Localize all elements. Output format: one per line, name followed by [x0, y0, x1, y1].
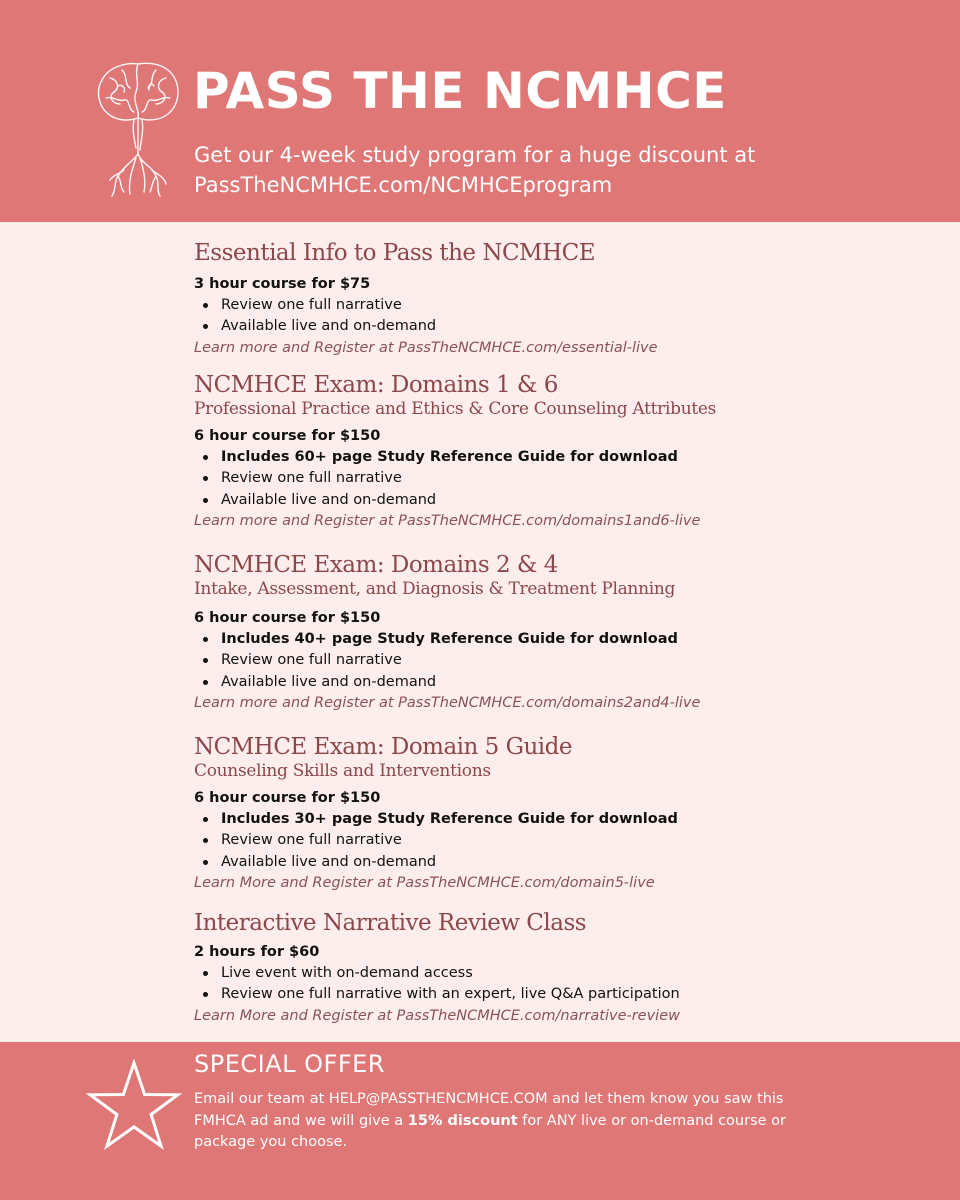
course-price: 3 hour course for $75 — [194, 276, 371, 292]
course-title: NCMHCE Exam: Domains 2 & 4 — [194, 552, 558, 578]
list-item: Available live and on-demand — [194, 316, 914, 337]
course-price: 6 hour course for $150 — [194, 610, 381, 626]
register-link[interactable]: Learn more and Register at PassTheNCMHCE.com/essential-live — [194, 339, 658, 356]
page-title: PASS THE NCMHCE — [193, 62, 727, 120]
course-card — [194, 910, 914, 1027]
course-card — [194, 240, 914, 359]
course-price: 2 hours for $60 — [194, 944, 320, 960]
subtitle-line: Get our 4-week study program for a huge discount at — [194, 143, 756, 167]
discount-highlight: 15% discount — [407, 1112, 518, 1129]
course-features — [194, 963, 914, 1006]
course-price: 6 hour course for $150 — [194, 790, 381, 806]
list-item: Available live and on-demand — [194, 672, 914, 693]
program-url[interactable]: PassTheNCMHCE.com/NCMHCEprogram — [194, 173, 613, 197]
register-link[interactable]: Learn More and Register at PassTheNCMHCE.com/narrative-review — [194, 1007, 680, 1024]
course-subtitle: Counseling Skills and Interventions — [194, 761, 491, 781]
register-link[interactable]: Learn more and Register at PassTheNCMHCE.com/domains1and6-live — [194, 512, 701, 529]
course-title: Essential Info to Pass the NCMHCE — [194, 240, 596, 266]
course-features — [194, 809, 914, 873]
offer-text-part: Email our team at HELP@PASSTHENCMHCE.COM and let them know you saw this FMHCA ad and we will give a — [194, 1091, 784, 1129]
offer-text-part: for ANY live or on-demand course or package you choose. — [194, 1112, 786, 1150]
list-item: Includes 40+ page Study Reference Guide for download — [194, 629, 914, 650]
brain-tree-icon — [94, 58, 182, 200]
list-item: Available live and on-demand — [194, 852, 914, 873]
register-link[interactable]: Learn More and Register at PassTheNCMHCE.com/domain5-live — [194, 874, 655, 891]
list-item: Includes 60+ page Study Reference Guide for download — [194, 447, 914, 468]
star-icon — [86, 1058, 182, 1154]
course-price: 6 hour course for $150 — [194, 428, 381, 444]
header-subtitle — [194, 140, 894, 200]
course-title: NCMHCE Exam: Domains 1 & 6 — [194, 372, 558, 398]
course-list — [0, 222, 960, 1040]
course-features — [194, 629, 914, 693]
list-item: Includes 30+ page Study Reference Guide for download — [194, 809, 914, 830]
course-title: Interactive Narrative Review Class — [194, 910, 587, 936]
course-subtitle: Professional Practice and Ethics & Core Counseling Attributes — [194, 399, 717, 419]
list-item: Review one full narrative — [194, 295, 914, 316]
list-item: Available live and on-demand — [194, 490, 914, 511]
course-features — [194, 447, 914, 511]
course-title: NCMHCE Exam: Domain 5 Guide — [194, 734, 572, 760]
offer-title: SPECIAL OFFER — [194, 1050, 385, 1078]
list-item: Review one full narrative with an expert, live Q&A participation — [194, 984, 914, 1005]
course-subtitle: Intake, Assessment, and Diagnosis & Treatment Planning — [194, 579, 676, 599]
course-features — [194, 295, 914, 338]
course-card — [194, 734, 914, 894]
list-item: Review one full narrative — [194, 650, 914, 671]
course-card — [194, 372, 914, 532]
offer-text — [194, 1089, 814, 1154]
list-item: Live event with on-demand access — [194, 963, 914, 984]
list-item: Review one full narrative — [194, 468, 914, 489]
register-link[interactable]: Learn more and Register at PassTheNCMHCE.com/domains2and4-live — [194, 694, 701, 711]
list-item: Review one full narrative — [194, 830, 914, 851]
course-card — [194, 552, 914, 714]
